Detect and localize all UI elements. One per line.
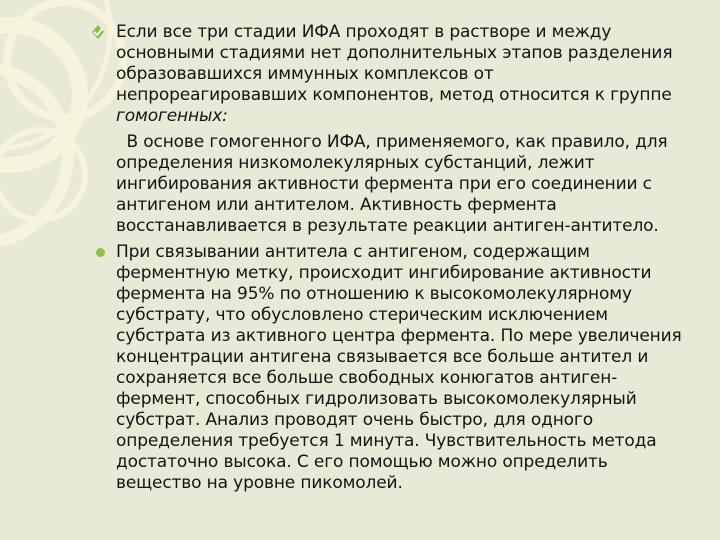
text-line: вещество на уровне пикомолей. [116, 473, 403, 493]
text-line: субстрата из активного центра фермента. По мере увеличения [116, 326, 682, 346]
text-line: Если все три стадии ИФА проходят в растворе и между [116, 22, 612, 42]
text-line: субстрату, что обусловлено стерическим исключением [116, 305, 608, 325]
text-line: достаточно высока. С его помощью можно определить [116, 452, 608, 472]
text-line: При связывании антитела с антигеном, содержащим [116, 242, 590, 262]
round-dot-icon [96, 248, 105, 257]
text-line: ингибирования активности фермента при его соединении с [116, 174, 652, 194]
text-line: фермента на 95% по отношению к высокомолекулярному [116, 284, 632, 304]
text-line: В основе гомогенного ИФА, применяемого, как правило, для [116, 132, 668, 152]
text-line: непрореагировавших компонентов, метод относится к группе [116, 85, 672, 105]
text-line: ферментную метку, происходит ингибирование активности [116, 263, 652, 283]
text-line: определения низкомолекулярных субстанций, лежит [116, 153, 595, 173]
text-line: концентрации антигена связывается все больше антител и [116, 347, 649, 367]
text-line: восстанавливается в результате реакции антиген-антитело. [116, 216, 659, 236]
checkmark-diamond-icon [91, 24, 105, 40]
text-line-italic: гомогенных: [116, 106, 228, 126]
text-line: определения требуется 1 минута. Чувствительность метода [116, 431, 657, 451]
text-line: антигеном или антителом. Активность фермента [116, 195, 557, 215]
text-line: фермент, способных гидролизовать высокомолекулярный [116, 389, 637, 409]
text-line: сохраняется все больше свободных конюгатов антиген- [116, 368, 618, 388]
text-line: образовавшихся иммунных комплексов от [116, 64, 494, 84]
text-line: основными стадиями нет дополнительных этапов разделения [116, 43, 673, 63]
text-line: субстрат. Анализ проводят очень быстро, для одного [116, 410, 593, 430]
